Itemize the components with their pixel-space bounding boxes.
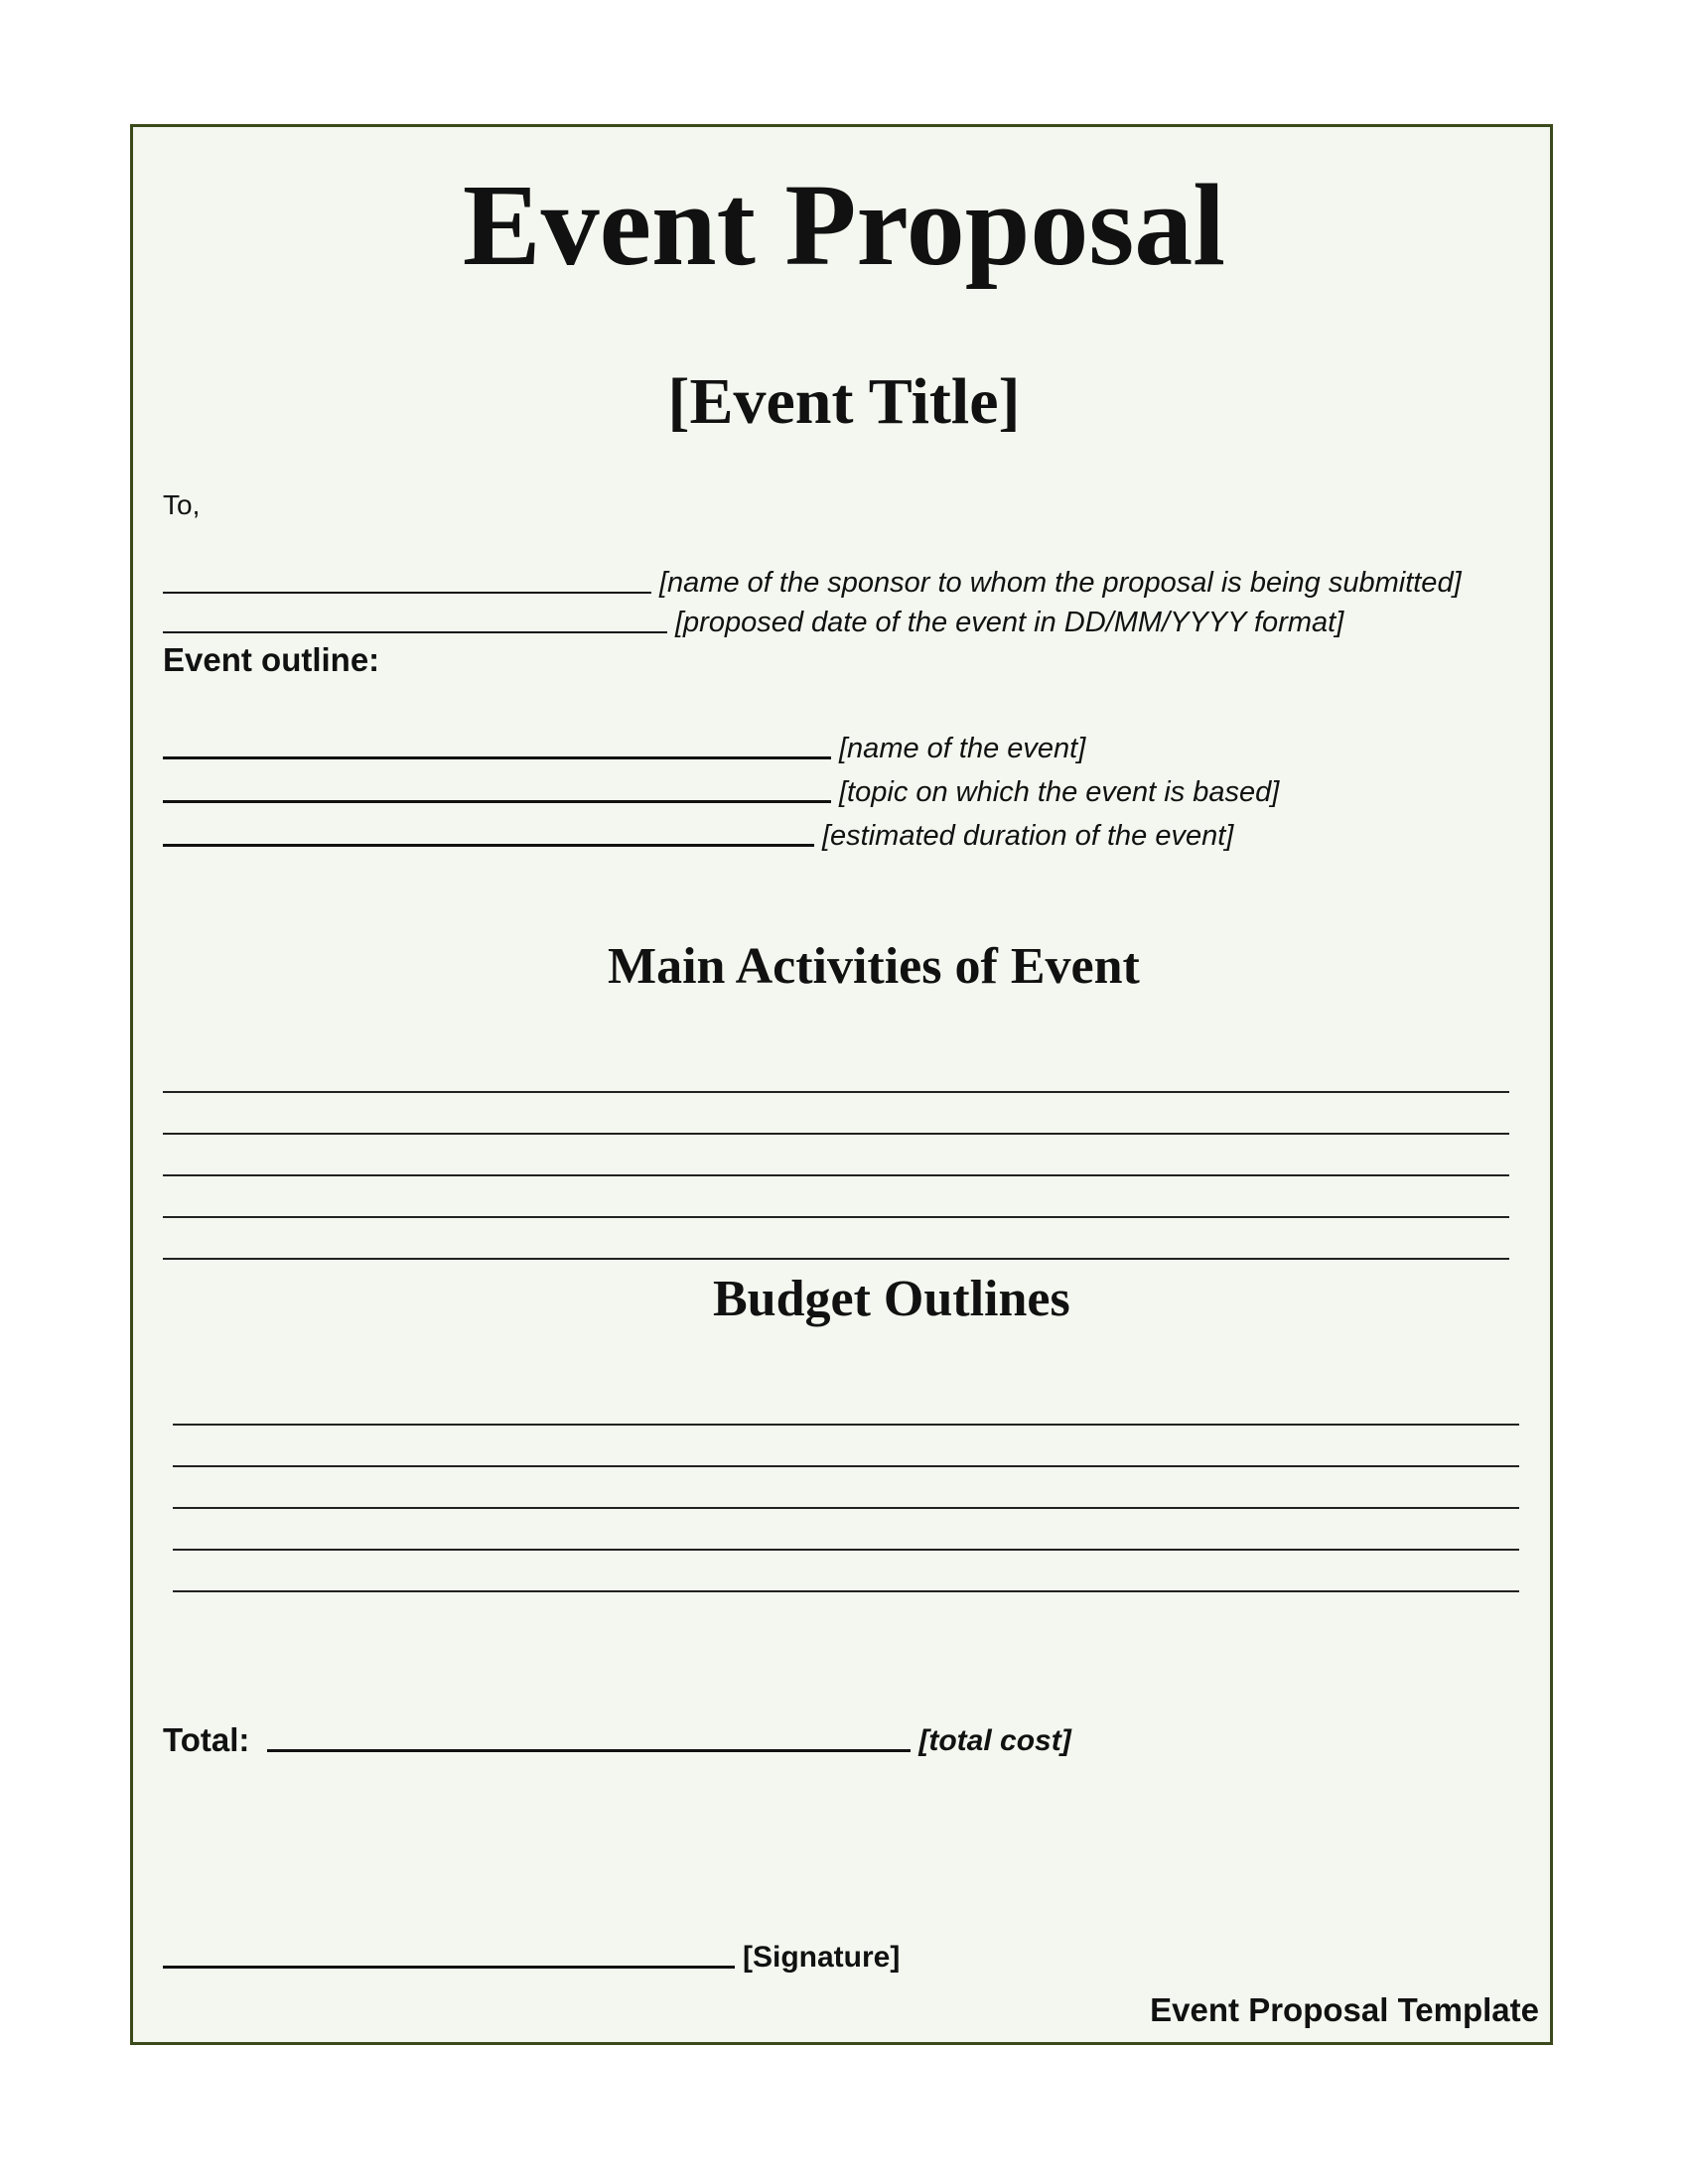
event-date-field[interactable]: [163, 602, 1344, 638]
sponsor-name-field[interactable]: [163, 562, 1462, 599]
total-cost-field[interactable]: [163, 1719, 1071, 1758]
salutation: To,: [163, 489, 201, 520]
budget-heading: Budget Outlines: [713, 1271, 1070, 1327]
document-title: Event Proposal: [462, 160, 1226, 290]
budget-blank-line[interactable]: [173, 1507, 1519, 1509]
sponsor-name-hint: [name of the sponsor to whom the proposal is being submitted]: [659, 567, 1462, 599]
event-name-field[interactable]: [163, 727, 1086, 764]
activities-blank-line[interactable]: [163, 1174, 1509, 1176]
activities-blank-line[interactable]: [163, 1133, 1509, 1135]
event-topic-field[interactable]: [163, 770, 1280, 808]
event-title-placeholder: [Event Title]: [667, 365, 1021, 438]
event-date-hint: [proposed date of the event in DD/MM/YYYY format]: [675, 607, 1344, 638]
event-name-blank[interactable]: [163, 727, 831, 759]
footer-template-label: Event Proposal Template: [1150, 1991, 1539, 2028]
budget-blank-line[interactable]: [173, 1424, 1519, 1426]
sponsor-name-blank[interactable]: [163, 562, 651, 594]
event-duration-hint: [estimated duration of the event]: [822, 820, 1234, 852]
event-topic-blank[interactable]: [163, 770, 831, 803]
event-date-blank[interactable]: [163, 602, 667, 633]
signature-blank[interactable]: [163, 1936, 735, 1969]
event-outline-heading: Event outline:: [163, 641, 380, 678]
signature-field[interactable]: [163, 1936, 901, 1974]
total-label: Total:: [163, 1721, 250, 1758]
activities-blank-line[interactable]: [163, 1258, 1509, 1260]
activities-heading: Main Activities of Event: [608, 938, 1140, 995]
budget-blank-line[interactable]: [173, 1465, 1519, 1467]
activities-blank-line[interactable]: [163, 1091, 1509, 1093]
total-cost-hint: [total cost]: [918, 1724, 1071, 1757]
budget-blank-line[interactable]: [173, 1549, 1519, 1551]
signature-hint: [Signature]: [743, 1941, 901, 1974]
activities-blank-line[interactable]: [163, 1216, 1509, 1218]
event-duration-blank[interactable]: [163, 814, 814, 847]
event-name-hint: [name of the event]: [839, 733, 1086, 764]
event-duration-field[interactable]: [163, 814, 1234, 852]
budget-blank-line[interactable]: [173, 1590, 1519, 1592]
total-cost-blank[interactable]: [267, 1719, 911, 1752]
event-topic-hint: [topic on which the event is based]: [839, 776, 1280, 808]
